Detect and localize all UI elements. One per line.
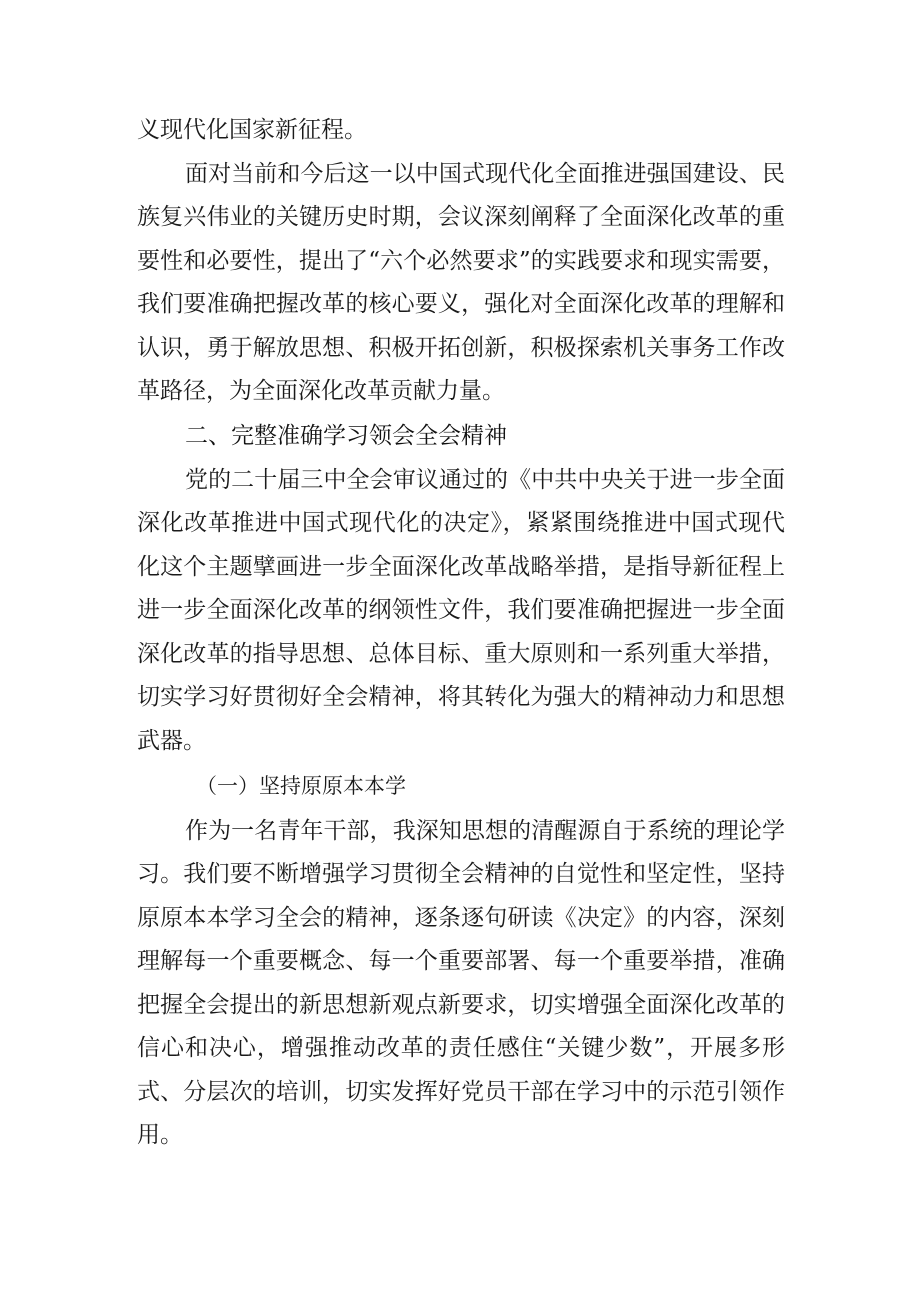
paragraph-4-line-8: 用。: [137, 1122, 183, 1148]
paragraph-4-line-4: 理解每一个重要概念、每一个重要部署、每一个重要举措，准确: [137, 948, 785, 974]
paragraph-3-line-7: 武器。: [137, 728, 206, 754]
paragraph-2-line-3: 要性和必要性，提出了“六个必然要求”的实践要求和现实需要，: [137, 248, 785, 274]
paragraph-2-line-2: 族复兴伟业的关键历史时期，会议深刻阐释了全面深化改革的重: [137, 204, 785, 230]
paragraph-4-line-3: 原原本本学习全会的精神，逐条逐句研读《决定》的内容，深刻: [137, 905, 785, 931]
paragraph-4-line-5: 把握全会提出的新思想新观点新要求，切实增强全面深化改革的: [137, 992, 785, 1018]
paragraph-1-line-1: 义现代化国家新征程。: [137, 117, 367, 143]
paragraph-3-line-1: 党的二十届三中全会审议通过的《中共中央关于进一步全面: [185, 467, 785, 493]
paragraph-3-line-4: 进一步全面深化改革的纲领性文件，我们要准确把握进一步全面: [137, 597, 785, 623]
paragraph-4-line-1: 作为一名青年干部，我深知思想的清醒源自于系统的理论学: [185, 818, 785, 844]
paragraph-2-line-4: 我们要准确把握改革的核心要义，强化对全面深化改革的理解和: [137, 291, 785, 317]
paragraph-3-line-6: 切实学习好贯彻好全会精神，将其转化为强大的精神动力和思想: [137, 684, 785, 710]
paragraph-2-line-6: 革路径，为全面深化改革贡献力量。: [137, 378, 505, 404]
subsection-heading: （一）坚持原原本本学: [196, 774, 406, 798]
paragraph-3-line-5: 深化改革的指导思想、总体目标、重大原则和一系列重大举措，: [137, 641, 785, 667]
paragraph-4-line-7: 式、分层次的培训，切实发挥好党员干部在学习中的示范引领作: [137, 1079, 785, 1105]
section-heading: 二、完整准确学习领会全会精神: [185, 423, 507, 449]
paragraph-4-line-2: 习。我们要不断增强学习贯彻全会精神的自觉性和坚定性，坚持: [137, 861, 785, 887]
paragraph-3-line-3: 化这个主题擘画进一步全面深化改革战略举措，是指导新征程上: [137, 554, 785, 580]
paragraph-3-line-2: 深化改革推进中国式现代化的决定》，紧紧围绕推进中国式现代: [137, 510, 785, 536]
paragraph-4-line-6: 信心和决心，增强推动改革的责任感住“关键少数”，开展多形: [137, 1035, 785, 1061]
paragraph-2-line-5: 认识，勇于解放思想、积极开拓创新，积极探索机关事务工作改: [137, 335, 785, 361]
paragraph-2-line-1: 面对当前和今后这一以中国式现代化全面推进强国建设、民: [185, 161, 785, 187]
